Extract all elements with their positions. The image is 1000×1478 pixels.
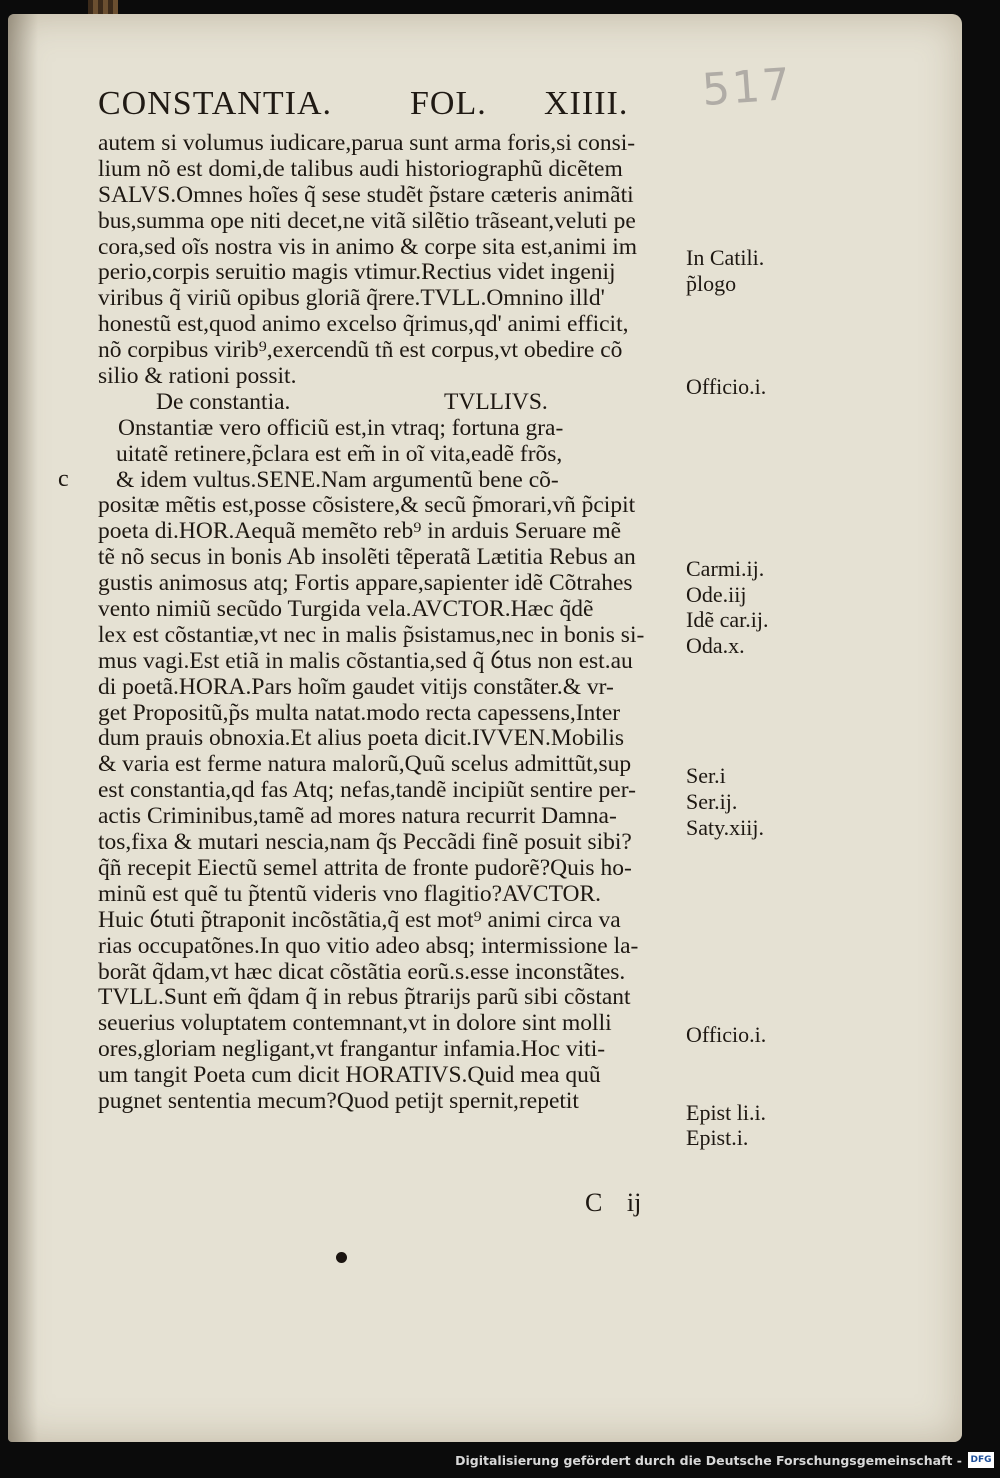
text-line: autem si volumus iudicare,parua sunt arma foris,si consi- [98, 130, 636, 156]
margin-note: Officio.i. [686, 374, 767, 400]
main-text-column [98, 131, 686, 1115]
text-line: pugnet sententia mecum?Quod petijt spernit,repetit [98, 1087, 579, 1114]
text-line: cora,sed oĩs nostra vis in animo & corpe sita est,animi im [98, 233, 638, 260]
header-fol: FOL. [410, 85, 487, 122]
signature-mark: C ij [585, 1188, 642, 1217]
text-line: seuerius voluptatem contemnant,vt in dolore sint molli [98, 1010, 612, 1037]
margin-note: Saty.xiij. [686, 814, 765, 840]
text-line: poeta di.HOR.Aequã memẽto reb⁹ in arduis Seruare mẽ [98, 518, 622, 545]
header-title: CONSTANTIA. [98, 85, 332, 122]
margin-note: Epist li.i. [686, 1099, 767, 1125]
text-line: & varia est ferme natura malorũ,Quũ scelus admittũt,sup [98, 751, 632, 778]
digitization-footer: Digitalisierung gefördert durch die Deutsche Forschungsgemeinschaft - [455, 1453, 962, 1468]
margin-note: Officio.i. [686, 1021, 767, 1047]
margin-note: Carmi.ij. [686, 555, 765, 581]
text-line: um tangit Poeta cum dicit HORATIVS.Quid mea quũ [98, 1062, 601, 1089]
text-line: est constantia,qd fas Atq; nefas,tandẽ incipiũt sentire per- [98, 777, 636, 804]
text-line: perio,corpis seruitio magis vtimur.Rectius videt ingenij [98, 259, 616, 286]
text-line: borãt q̃dam,vt hæc dicat cõstãtia eorũ.s.esse inconstãtes. [98, 958, 626, 985]
text-line: actis Criminibus,tamẽ ad mores natura recurrit Damna- [98, 803, 617, 830]
text-line: minũ est quẽ tu p̃tentũ videris vno flagitio?AVCTOR. [98, 880, 602, 907]
text-line: rias occupatõnes.In quo vitio adeo absq; intermissione la- [98, 932, 639, 959]
text-line: Onstantiæ vero officiũ est,in vtraq; fortuna gra- [118, 414, 564, 441]
text-line: tẽ nõ secus in bonis Ab insolẽti tẽperatã Lætitia Rebus an [98, 544, 636, 571]
text-line: & idem vultus.SENE.Nam argumentũ bene cõ- [116, 466, 559, 493]
text-line: bus,summa ope niti decet,ne vitã silẽtio trãseant,veluti pe [98, 207, 636, 234]
margin-note: Ser.ij. [686, 788, 738, 814]
text-line: gustis animosus atq; Fortis appare,sapienter idẽ Cõtrahes [98, 570, 633, 597]
margin-note: Epist.i. [686, 1125, 749, 1151]
text-line: lex est cõstantiæ,vt nec in malis p̃sistamus,nec in bonis si- [98, 621, 645, 648]
binding-edge [88, 0, 118, 14]
text-line: SALVS.Omnes hoĩes q̃ sese studẽt p̃stare cæteris animãti [98, 181, 634, 208]
text-line: di poetã.HORA.Pars hoĩm gaudet vitijs constãter.& vr- [98, 673, 614, 700]
text-line: ores,gloriam negligant,vt frangantur infamia.Hoc viti- [98, 1036, 606, 1063]
heading-title: De constantia. [156, 388, 291, 415]
text-line: honestũ est,quod animo excelso q̃rimus,qd' animi efficit, [98, 311, 629, 338]
heading-author: TVLLIVS. [444, 388, 548, 415]
text-line: nõ corpibus virib⁹,exercendũ tñ est corpus,vt obedire cõ [98, 337, 623, 364]
header-folio-number: XIIII. [544, 85, 629, 122]
margin-note: In Catili. [686, 244, 765, 270]
text-line: uitatẽ retinere,p̃clara est em̃ in oĩ vita,eadẽ frõs, [116, 440, 563, 467]
text-line: viribus q̃ viriũ opibus gloriã q̃rere.TVLL.Omnino illd' [98, 285, 605, 312]
text-line: Huic ỽtuti p̃traponit incõstãtia,q̃ est mot⁹ animi circa va [98, 906, 621, 933]
text-line: tos,fixa & mutari nescia,nam q̃s Peccãdi finẽ posuit sibi? [98, 829, 632, 856]
margin-note: Ser.i [686, 762, 726, 788]
dfg-logo: DFG [968, 1452, 994, 1468]
margin-note: Idẽ car.ij. [686, 607, 769, 633]
text-line: get Propositũ,p̃s multa natat.modo recta capessens,Inter [98, 699, 621, 726]
text-line: mus vagi.Est etiã in malis cõstantia,sed q̃ ỽtus non est.au [98, 647, 633, 674]
text-line: silio & rationi possit. [98, 363, 297, 390]
text-line: TVLL.Sunt em̃ q̃dam q̃ in rebus p̃trarijs parũ sibi cõstant [98, 984, 631, 1011]
section-letter: c [58, 466, 69, 492]
text-line: q̃ñ recepit Eiectũ semel attrita de fronte pudorẽ?Quis ho- [98, 854, 632, 881]
text-line: lium nõ est domi,de talibus audi historiographũ dicẽtem [98, 155, 623, 182]
margin-note: Ode.iij [686, 581, 747, 607]
section-heading [98, 390, 686, 416]
ink-dot [336, 1252, 347, 1263]
margin-note: p̃logo [686, 270, 737, 296]
text-line: positæ mẽtis est,posse cõsistere,& secũ p̃morari,vñ p̃cipit [98, 492, 636, 519]
text-line: dum prauis obnoxia.Et alius poeta dicit.IVVEN.Mobilis [98, 725, 625, 752]
foliation-number: 517 [700, 58, 794, 117]
margin-note: Oda.x. [686, 633, 745, 659]
text-line: vento nimiũ secũdo Turgida vela.AVCTOR.Hæc q̃dẽ [98, 596, 594, 623]
